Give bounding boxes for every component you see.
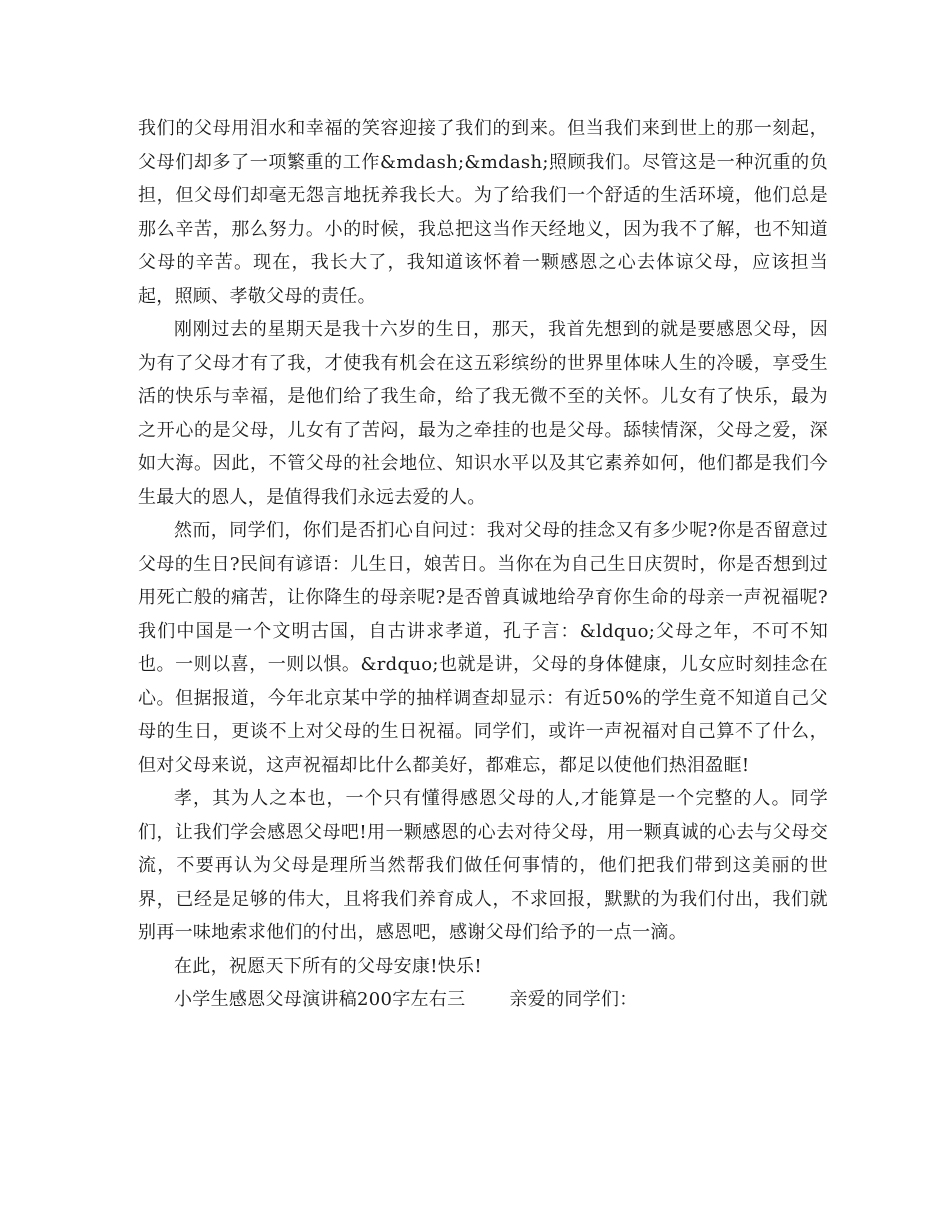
- paragraph-5: 在此，祝愿天下所有的父母安康!快乐!: [174, 955, 482, 977]
- document-body: [138, 112, 828, 1017]
- paragraph-3: 然而，同学们，你们是否扪心自问过：我对父母的挂念又有多少呢?你是否留意过父母的生日?民间有谚语：儿生日，娘苦日。当你在为自己生日庆贺时，你是否想到过用死亡般的痛苦，让你降生的母亲呢?是否曾真诚地给孕育你生命的母亲一声祝福呢?我们中国是一个文明古国，自古讲求孝道，孔子言：&ldquo;父母之年，不可不知也。一则以喜，一则以惧。&rdquo;也就是讲，父母的身体健康，儿女应时刻挂念在心。但据报道，今年北京某中学的抽样调查却显示：有近50%的学生竟不知道自己父母的生日，更谈不上对父母的生日祝福。同学们，或许一声祝福对自己算不了什么，但对父母来说，这声祝福却比什么都美好，都难忘，都足以使他们热泪盈眶!: [138, 520, 828, 776]
- next-section-line: [138, 983, 828, 1017]
- next-section-title: 小学生感恩父母演讲稿200字左右三: [174, 989, 466, 1010]
- salutation: 亲爱的同学们：: [509, 989, 638, 1010]
- paragraph-2: 刚刚过去的星期天是我十六岁的生日，那天，我首先想到的就是要感恩父母，因为有了父母才有了我，才使我有机会在这五彩缤纷的世界里体味人生的冷暖，享受生活的快乐与幸福，是他们给了我生命，给了我无微不至的关怀。儿女有了快乐，最为之开心的是父母，儿女有了苦闷，最为之牵挂的也是父母。舔犊情深，父母之爱，深如大海。因此，不管父母的社会地位、知识水平以及其它素养如何，他们都是我们今生最大的恩人，是值得我们永远去爱的人。: [138, 319, 828, 508]
- paragraph-4: 孝，其为人之本也，一个只有懂得感恩父母的人,才能算是一个完整的人。同学们，让我们学会感恩父母吧!用一颗感恩的心去对待父母，用一颗真诚的心去与父母交流，不要再认为父母是理所当然帮我们做任何事情的，他们把我们带到这美丽的世界，已经是足够的伟大，且将我们养育成人，不求回报，默默的为我们付出，我们就别再一味地索求他们的付出，感恩吧，感谢父母们给予的一点一滴。: [138, 788, 828, 943]
- paragraph-1: 我们的父母用泪水和幸福的笑容迎接了我们的到来。但当我们来到世上的那一刻起，父母们却多了一项繁重的工作&mdash;&mdash;照顾我们。尽管这是一种沉重的负担，但父母们却毫无怨言地抚养我长大。为了给我们一个舒适的生活环境，他们总是那么辛苦，那么努力。小的时候，我总把这当作天经地义，因为我不了解，也不知道父母的辛苦。现在，我长大了，我知道该怀着一颗感恩之心去体谅父母，应该担当起，照顾、孝敬父母的责任。: [138, 118, 828, 307]
